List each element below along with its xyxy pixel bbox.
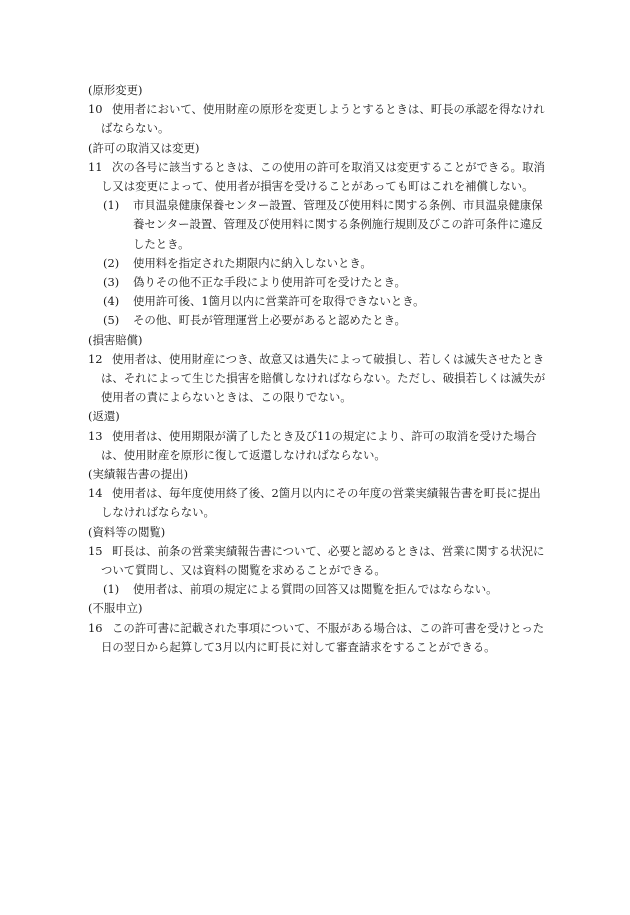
- section-heading: (資料等の閲覧): [88, 524, 166, 539]
- item-text: 使用者は、前項の規定による質問の回答又は閲覧を拒んではならない。: [133, 582, 498, 597]
- article-text: 使用者において、使用財産の原形を変更しようとするときは、町長の承認を得なければならない。: [101, 102, 545, 136]
- article-item: [88, 580, 552, 599]
- item-number: (1): [103, 582, 120, 597]
- article-text: この許可書に記載された事項について、不服がある場合は、この許可書を受けとった日の翌日から起算して3月以内に町長に対して審査請求をすることができる。: [101, 620, 545, 654]
- article-number: 12: [88, 351, 103, 366]
- article: [88, 619, 552, 657]
- article: [88, 350, 552, 408]
- item-text: その他、町長が管理運営上必要があると認めたとき。: [133, 313, 406, 328]
- section-heading: (返還): [88, 409, 120, 424]
- article-number: 15: [88, 543, 103, 558]
- item-text: 使用許可後、1箇月以内に営業許可を取得できないとき。: [133, 294, 425, 309]
- item-text: 偽りその他不正な手段により使用許可を受けたとき。: [133, 275, 406, 290]
- document-page: [88, 81, 552, 657]
- item-number: (5): [103, 313, 120, 328]
- item-text: 使用料を指定された期限内に納入しないとき。: [133, 255, 372, 270]
- article-item: [88, 311, 552, 330]
- section-heading: (不服申立): [88, 601, 143, 616]
- article-item: [88, 273, 552, 292]
- article: [88, 158, 552, 196]
- article-text: 使用者は、使用期限が満了したとき及び11の規定により、許可の取消を受けた場合は、使用財産を原形に復して返還しなければならない。: [101, 428, 537, 462]
- article-item: [88, 196, 552, 254]
- section-heading: (原形変更): [88, 83, 143, 97]
- section-heading: (許可の取消又は変更): [88, 140, 200, 155]
- section-heading: (実績報告書の提出): [88, 467, 189, 482]
- item-number: (1): [103, 198, 120, 213]
- item-number: (4): [103, 294, 120, 309]
- article-number: 13: [88, 428, 103, 443]
- article-text: 使用者は、使用財産につき、故意又は過失によって破損し、若しくは滅失させたときは、それによって生じた損害を賠償しなければならない。ただし、破損若しくは滅失が使用者の責によらないときは、この限りでない。: [101, 351, 546, 405]
- item-number: (3): [103, 275, 120, 290]
- article: [88, 427, 552, 465]
- article: [88, 100, 552, 138]
- article-item: [88, 292, 552, 311]
- article-text: 使用者は、毎年度使用終了後、2箇月以内にその年度の営業実績報告書を町長に提出しなければならない。: [101, 486, 541, 520]
- article-number: 16: [88, 620, 103, 635]
- item-number: (2): [103, 255, 120, 270]
- article-text: 次の各号に該当するときは、この使用の許可を取消又は変更することができる。取消し又は変更によって、使用者が損害を受けることがあっても町はこれを補償しない。: [101, 159, 545, 194]
- article-number: 10: [88, 102, 103, 117]
- article-item: [88, 254, 552, 273]
- article-text: 町長は、前条の営業実績報告書について、必要と認めるときは、営業に関する状況について質問し、又は資料の閲覧を求めることができる。: [101, 543, 545, 578]
- article: [88, 484, 552, 522]
- article: [88, 542, 552, 580]
- section-heading: (損害賠償): [88, 332, 143, 347]
- item-text: 市貝温泉健康保養センター設置、管理及び使用料に関する条例、市貝温泉健康保養センター設置、管理及び使用料に関する条例施行規則及びこの許可条件に違反したとき。: [133, 198, 543, 251]
- article-number: 11: [88, 159, 103, 174]
- article-number: 14: [88, 486, 103, 501]
